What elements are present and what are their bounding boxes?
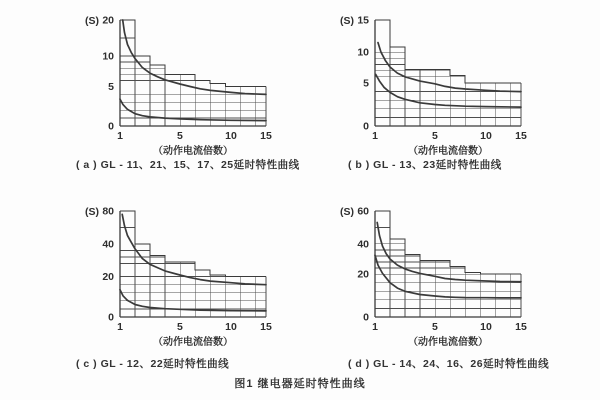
svg-text:40: 40 bbox=[357, 238, 369, 251]
chart-b-block bbox=[325, 8, 575, 160]
svg-text:5: 5 bbox=[176, 130, 183, 142]
svg-text:（动作电流倍数）: （动作电流倍数） bbox=[408, 146, 488, 157]
chart-b-caption: ( b ) GL - 13、23延时特性曲线 bbox=[348, 159, 502, 171]
chart-b-plot bbox=[325, 8, 575, 160]
svg-text:20: 20 bbox=[102, 271, 114, 284]
svg-text:（动作电流倍数）: （动作电流倍数） bbox=[408, 337, 488, 348]
svg-text:5: 5 bbox=[431, 130, 438, 142]
chart-a-plot bbox=[70, 8, 320, 160]
svg-text:0: 0 bbox=[363, 120, 369, 133]
svg-text:1: 1 bbox=[117, 130, 123, 142]
svg-text:20: 20 bbox=[102, 14, 114, 27]
chart-d-plot bbox=[325, 199, 575, 351]
svg-text:(S): (S) bbox=[340, 15, 354, 27]
svg-text:15: 15 bbox=[260, 321, 272, 333]
svg-text:(S): (S) bbox=[85, 15, 99, 27]
chart-a-block bbox=[70, 8, 320, 160]
svg-text:（动作电流倍数）: （动作电流倍数） bbox=[153, 146, 233, 157]
svg-text:15: 15 bbox=[515, 321, 527, 333]
chart-c-caption: ( c ) GL - 12、22延时特性曲线 bbox=[76, 358, 230, 370]
svg-text:1: 1 bbox=[117, 321, 123, 333]
svg-text:5: 5 bbox=[176, 321, 183, 333]
figure-caption: 图1 继电器延时特性曲线 bbox=[234, 378, 366, 390]
svg-text:60: 60 bbox=[357, 205, 369, 218]
svg-text:20: 20 bbox=[357, 268, 369, 281]
svg-text:(S): (S) bbox=[85, 206, 99, 218]
svg-text:10: 10 bbox=[480, 321, 492, 333]
svg-text:（动作电流倍数）: （动作电流倍数） bbox=[153, 337, 233, 348]
chart-c-block bbox=[70, 199, 320, 351]
chart-c-plot bbox=[70, 199, 320, 351]
svg-text:(S): (S) bbox=[340, 206, 354, 218]
svg-text:40: 40 bbox=[102, 238, 114, 251]
svg-text:0: 0 bbox=[363, 311, 369, 324]
svg-text:5: 5 bbox=[108, 80, 114, 93]
svg-text:15: 15 bbox=[515, 130, 527, 142]
svg-text:10: 10 bbox=[225, 321, 237, 333]
chart-d-block bbox=[325, 199, 575, 351]
svg-text:1: 1 bbox=[372, 130, 378, 142]
svg-text:15: 15 bbox=[260, 130, 272, 142]
svg-text:10: 10 bbox=[480, 130, 492, 142]
svg-text:10: 10 bbox=[102, 50, 114, 63]
svg-text:0: 0 bbox=[108, 120, 114, 133]
chart-d-caption: ( d ) GL - 14、24、16、26延时特性曲线 bbox=[348, 358, 550, 370]
svg-text:5: 5 bbox=[431, 321, 438, 333]
svg-text:1: 1 bbox=[372, 321, 378, 333]
svg-text:80: 80 bbox=[102, 205, 114, 218]
svg-text:10: 10 bbox=[357, 46, 369, 59]
svg-text:0: 0 bbox=[108, 311, 114, 324]
svg-text:10: 10 bbox=[225, 130, 237, 142]
svg-text:15: 15 bbox=[357, 14, 369, 27]
svg-text:5: 5 bbox=[363, 77, 369, 90]
chart-a-caption: ( a ) GL - 11、21、15、17、25延时特性曲线 bbox=[76, 159, 300, 171]
